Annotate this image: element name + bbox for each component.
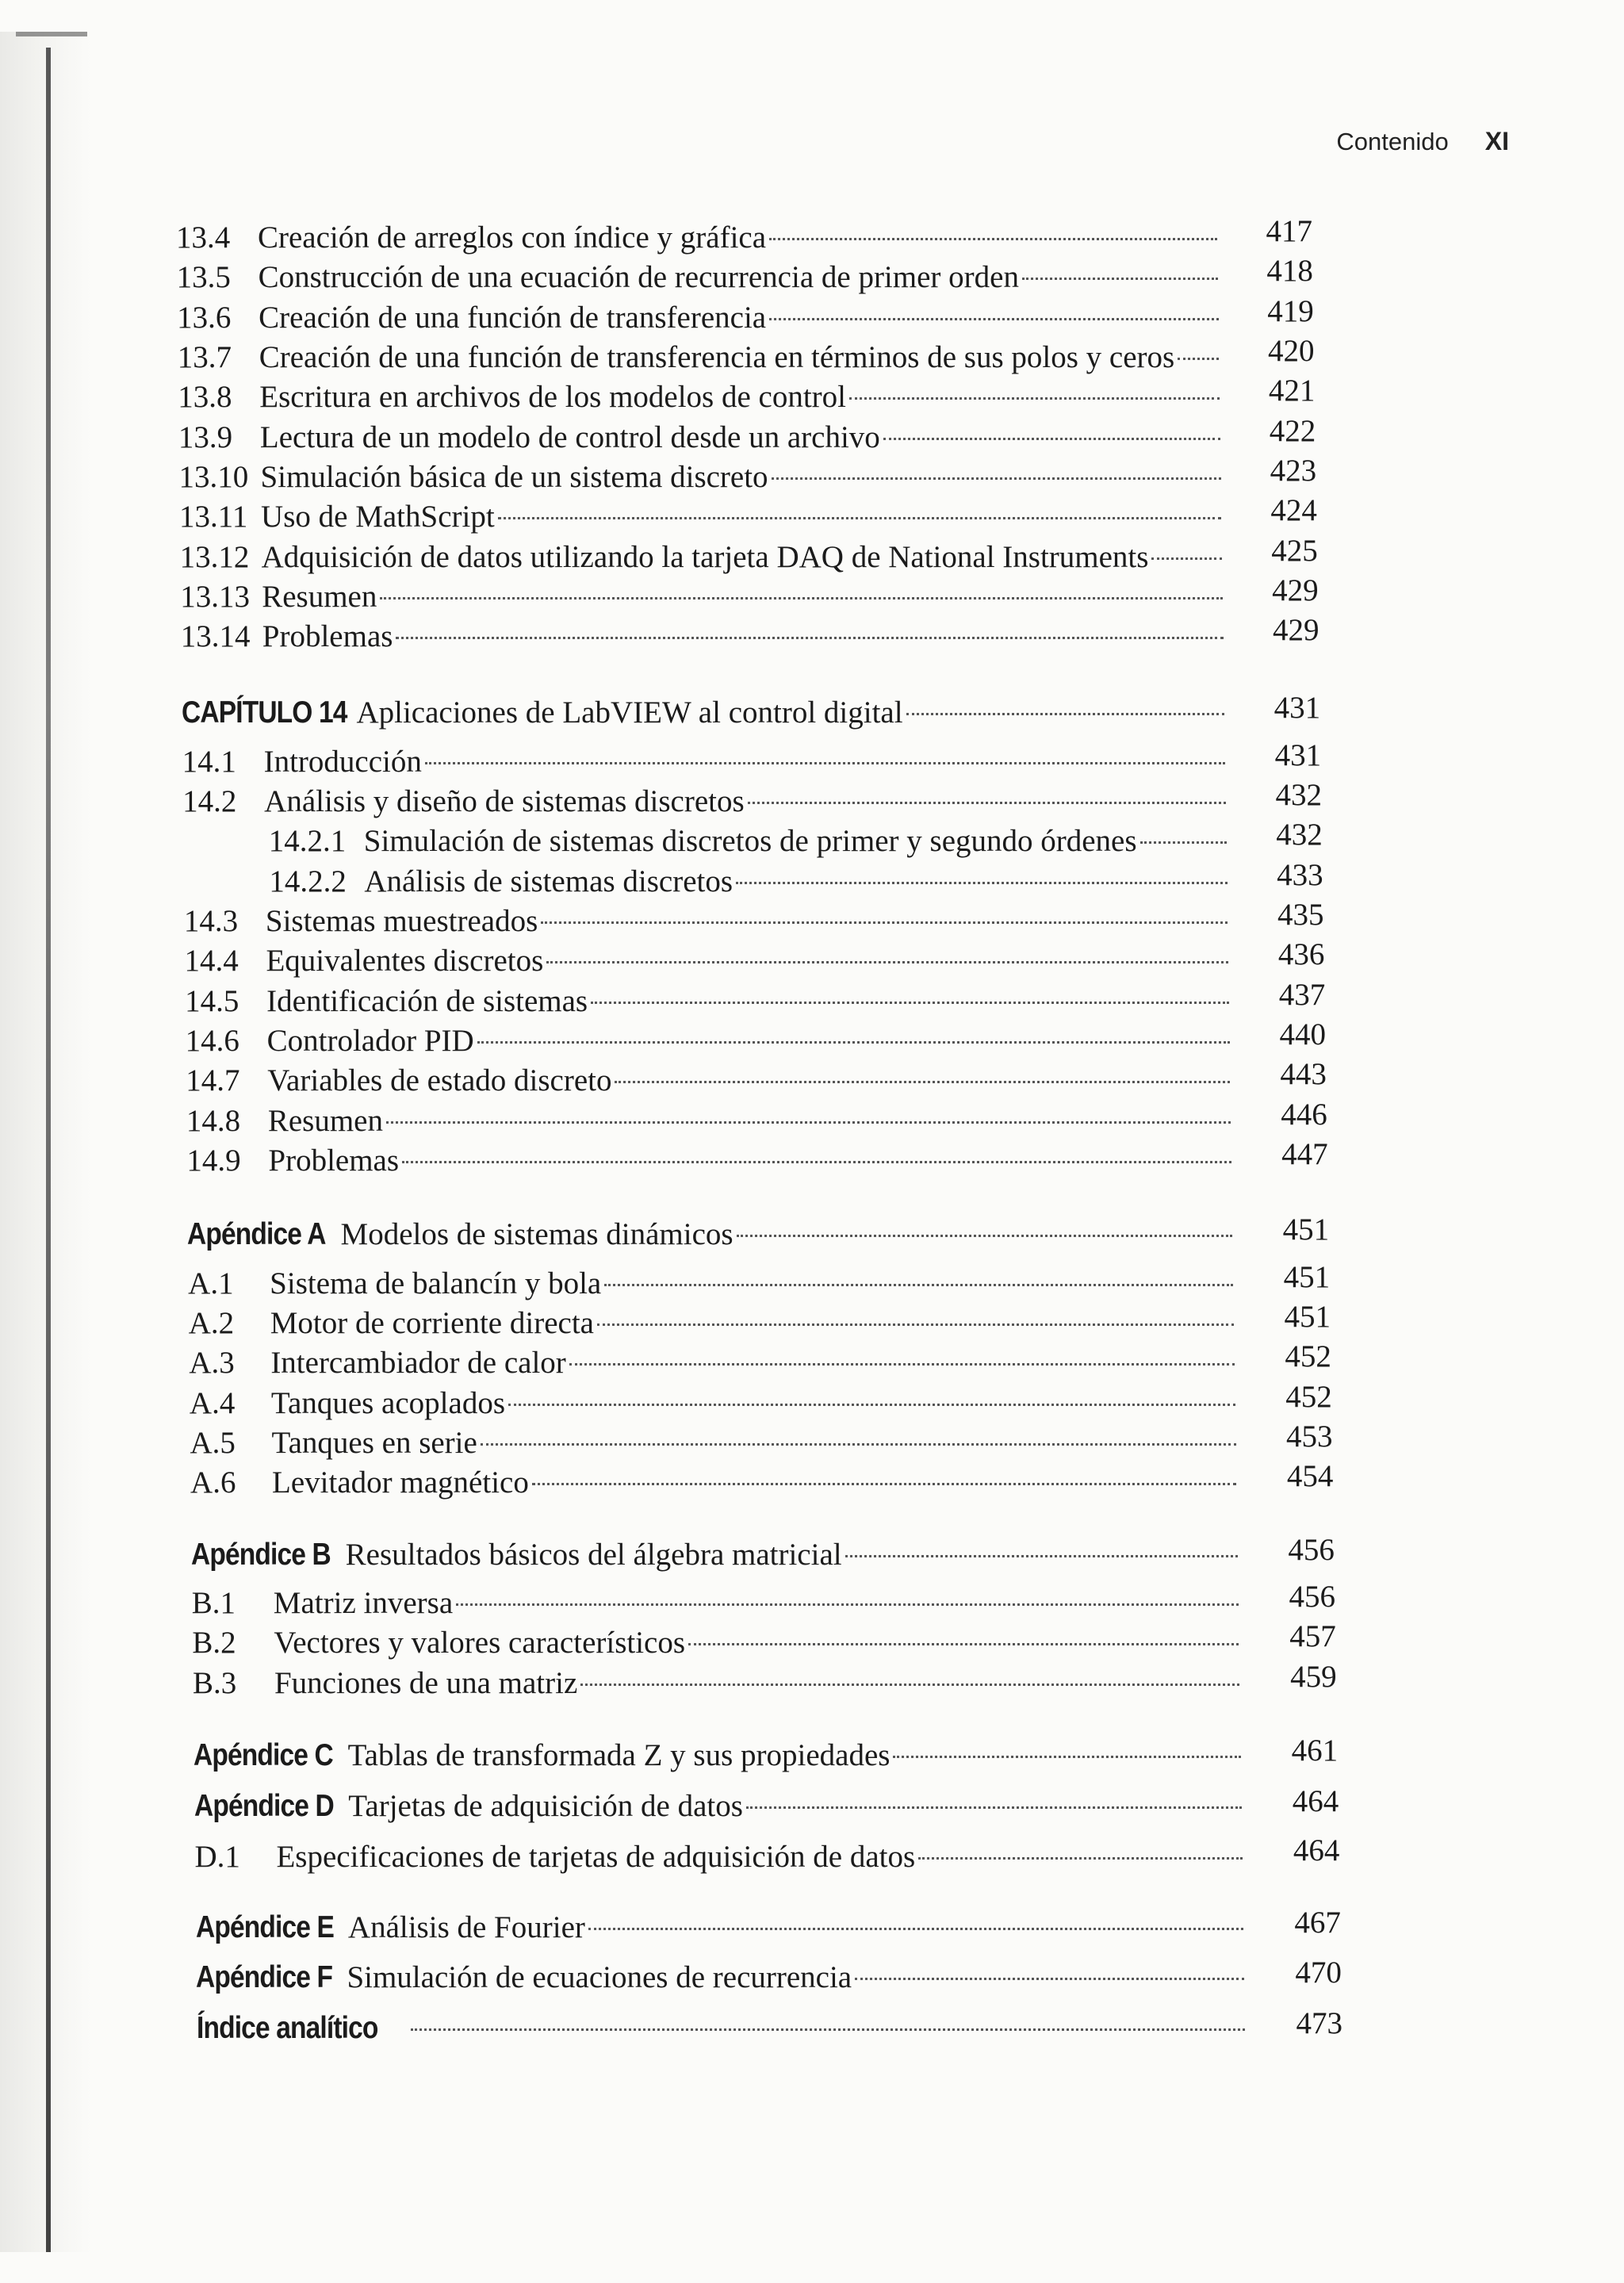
entry-page-number: 446 (1281, 1097, 1327, 1132)
toc-entry (186, 1022, 1238, 1060)
dot-leader (532, 1483, 1236, 1485)
toc-entry (190, 1424, 1243, 1462)
entry-title: Identificación de sistemas (266, 984, 588, 1018)
dot-leader (737, 1235, 1233, 1237)
dot-leader (546, 961, 1228, 963)
dot-leader (1022, 278, 1218, 280)
entry-page-number: 429 (1272, 573, 1319, 607)
entry-title: Vectores y valores característicos (274, 1626, 686, 1660)
entry-number: 13.6 (177, 301, 232, 335)
entry-number: 14.2.1 (268, 824, 347, 858)
entry-number: 13.7 (177, 340, 232, 374)
entry-page-number: 418 (1266, 254, 1313, 288)
entry-number: 13.13 (180, 580, 250, 614)
dot-leader (736, 882, 1228, 884)
dot-leader (1140, 841, 1227, 844)
entry-page-number: 432 (1275, 778, 1322, 812)
toc-entry (178, 339, 1228, 377)
entry-page-number: 443 (1280, 1057, 1327, 1091)
entry-title: Construcción de una ecuación de recurrencia de primer orden (258, 260, 1019, 294)
entry-number: 13.12 (179, 540, 250, 574)
entry-number: 13.11 (179, 500, 248, 534)
dot-leader (893, 1756, 1240, 1758)
heading-title: Aplicaciones de LabVIEW al control digital (356, 695, 903, 730)
toc-entry (177, 299, 1226, 337)
entry-page-number: 440 (1279, 1017, 1327, 1051)
entry-title: Tanques en serie (271, 1426, 477, 1460)
entry-title: Creación de una función de transferencia en términos de sus polos y ceros (259, 340, 1175, 374)
entry-page-number: 422 (1269, 414, 1316, 448)
dot-leader (918, 1857, 1242, 1860)
dot-leader (1178, 358, 1219, 360)
toc-heading (191, 1536, 1246, 1574)
dot-leader (688, 1643, 1239, 1645)
entry-number: A.5 (190, 1426, 236, 1460)
dot-leader (615, 1081, 1230, 1083)
toc-entry (194, 1838, 1250, 1876)
dot-leader (597, 1323, 1234, 1326)
entry-number: B.1 (191, 1586, 236, 1620)
dot-leader (906, 713, 1225, 715)
entry-number: 13.8 (178, 380, 232, 414)
dot-leader (386, 1121, 1231, 1124)
entry-title: Escritura en archivos de los modelos de control (259, 380, 847, 414)
entry-title: Problemas (268, 1143, 400, 1178)
dot-leader (845, 1555, 1238, 1557)
entry-page-number: 435 (1277, 898, 1324, 932)
toc-entry (269, 822, 1235, 860)
entry-title: Simulación básica de un sistema discreto (260, 460, 768, 494)
dot-leader (591, 1002, 1229, 1004)
entry-title: Resumen (267, 1104, 383, 1138)
entry-title: Problemas (262, 619, 393, 653)
heading-page-number: 431 (1274, 691, 1321, 725)
entry-number: D.1 (194, 1840, 240, 1874)
toc-entry (180, 538, 1231, 576)
entry-number: A.4 (189, 1386, 236, 1420)
entry-number: 14.1 (182, 745, 236, 779)
entry-page-number: 432 (1276, 818, 1323, 852)
heading-page-number: 451 (1282, 1212, 1330, 1247)
toc-heading (193, 1737, 1249, 1775)
heading-title: Resultados básicos del álgebra matricial (345, 1538, 842, 1572)
entry-title: Análisis y diseño de sistemas discretos (264, 784, 745, 818)
entry-page-number: 437 (1278, 978, 1326, 1012)
entry-title: Tanques acoplados (270, 1386, 505, 1420)
entry-page-number: 464 (1293, 1833, 1340, 1867)
toc-entry (186, 1102, 1239, 1140)
toc-entry (269, 863, 1235, 901)
dot-leader (456, 1603, 1239, 1606)
heading-title: Análisis de Fourier (347, 1910, 585, 1944)
entry-title: Controlador PID (266, 1024, 474, 1058)
entry-number: 13.14 (180, 619, 251, 653)
entry-title: Equivalentes discretos (266, 944, 544, 978)
dot-leader (425, 762, 1225, 764)
entry-page-number: 423 (1270, 454, 1317, 488)
entry-number: 14.2.2 (269, 864, 347, 898)
toc-heading (182, 694, 1232, 732)
dot-leader (396, 637, 1223, 639)
toc-entry (178, 378, 1228, 416)
toc-entry (184, 902, 1235, 940)
heading-label: Apéndice E (195, 1910, 334, 1944)
entry-page-number: 451 (1283, 1260, 1331, 1294)
toc-entry (186, 1142, 1239, 1180)
toc-entry (185, 983, 1237, 1021)
heading-label: Índice analítico (196, 2011, 378, 2045)
entry-page-number: 451 (1284, 1300, 1331, 1334)
dot-leader (746, 1806, 1242, 1809)
heading-page-number: 473 (1296, 2006, 1342, 2040)
dot-leader (604, 1284, 1233, 1286)
toc-entry (190, 1385, 1243, 1423)
entry-title: Especificaciones de tarjetas de adquisición de datos (276, 1840, 916, 1874)
entry-number: 13.5 (176, 260, 231, 294)
entry-title: Levitador magnético (272, 1465, 529, 1500)
toc-entry (186, 1062, 1238, 1100)
entry-title: Funciones de una matriz (274, 1666, 578, 1700)
toc-entry (189, 1304, 1242, 1343)
entry-number: A.2 (188, 1306, 235, 1340)
heading-title: Tablas de transformada Z y sus propiedades (347, 1738, 891, 1772)
toc-heading (187, 1216, 1240, 1254)
toc-heading (196, 1909, 1251, 1947)
entry-title: Creación de una función de transferencia (259, 301, 767, 335)
toc-entry (178, 419, 1228, 457)
entry-page-number: 425 (1271, 534, 1318, 568)
toc-entry (177, 259, 1226, 297)
heading-title: Modelos de sistemas dinámicos (340, 1217, 733, 1251)
entry-page-number: 459 (1290, 1660, 1337, 1694)
header-section: Contenido (1336, 128, 1449, 155)
heading-page-number: 461 (1291, 1733, 1339, 1768)
toc-entry (180, 578, 1231, 616)
heading-label: Apéndice A (187, 1217, 327, 1251)
dot-leader (748, 802, 1226, 804)
entry-page-number: 436 (1277, 937, 1325, 971)
heading-label: CAPÍTULO 14 (181, 695, 347, 730)
dot-leader (580, 1684, 1239, 1686)
toc-heading (196, 1959, 1252, 1997)
entry-number: A.6 (190, 1465, 236, 1500)
entry-page-number: 417 (1266, 214, 1312, 248)
entry-title: Motor de corriente directa (270, 1306, 594, 1340)
dot-leader (769, 238, 1217, 240)
dot-leader (772, 477, 1221, 480)
toc-entry (176, 219, 1225, 257)
toc-entry (184, 942, 1236, 980)
toc-heading (197, 2009, 1253, 2047)
entry-page-number: 453 (1286, 1419, 1333, 1454)
dot-leader (855, 1978, 1244, 1980)
dot-leader (588, 1928, 1243, 1930)
toc-entry (182, 743, 1234, 781)
entry-page-number: 447 (1281, 1137, 1328, 1171)
entry-number: 13.4 (176, 220, 231, 255)
dot-leader (883, 438, 1220, 440)
entry-number: 13.10 (178, 460, 249, 494)
entry-number: 13.9 (178, 420, 233, 454)
entry-page-number: 452 (1285, 1339, 1331, 1373)
heading-page-number: 470 (1295, 1955, 1342, 1990)
entry-page-number: 454 (1286, 1459, 1334, 1493)
entry-page-number: 421 (1268, 373, 1316, 408)
heading-page-number: 456 (1288, 1533, 1335, 1567)
toc-entry (189, 1344, 1243, 1382)
heading-page-number: 467 (1294, 1906, 1341, 1940)
header-page-number: XI (1484, 127, 1509, 155)
entry-page-number: 424 (1270, 493, 1317, 527)
entry-number: 14.9 (186, 1143, 241, 1178)
heading-label: Apéndice D (193, 1789, 334, 1823)
entry-title: Creación de arreglos con índice y gráfica (258, 220, 767, 255)
entry-page-number: 452 (1285, 1380, 1332, 1414)
dot-leader (1151, 557, 1222, 560)
toc-entry (178, 458, 1228, 496)
dot-leader (849, 397, 1220, 400)
entry-title: Uso de MathScript (261, 500, 495, 534)
entry-title: Intercambiador de calor (270, 1346, 566, 1380)
toc-entry (192, 1584, 1247, 1622)
dot-leader (498, 517, 1222, 519)
entry-number: B.3 (192, 1666, 237, 1700)
toc-heading (194, 1787, 1250, 1825)
entry-number: 14.5 (185, 984, 239, 1018)
dot-leader (569, 1363, 1235, 1366)
toc-entry (179, 498, 1229, 536)
entry-title: Sistemas muestreados (265, 904, 538, 938)
entry-page-number: 419 (1267, 294, 1314, 328)
entry-number: A.3 (189, 1346, 235, 1380)
entry-page-number: 457 (1289, 1619, 1336, 1653)
entry-page-number: 456 (1289, 1580, 1335, 1614)
entry-number: 14.6 (185, 1024, 239, 1058)
toc-entry (190, 1464, 1244, 1502)
entry-title: Simulación de sistemas discretos de primer y segundo órdenes (363, 824, 1137, 858)
entry-page-number: 431 (1274, 738, 1322, 772)
dot-leader (541, 921, 1228, 924)
heading-title: Simulación de ecuaciones de recurrencia (347, 1960, 852, 1994)
entry-page-number: 420 (1268, 334, 1315, 368)
toc-entry (182, 783, 1234, 821)
heading-label: Apéndice B (191, 1538, 331, 1572)
heading-label: Apéndice F (196, 1960, 333, 1994)
entry-number: 14.7 (186, 1063, 240, 1097)
dot-leader (481, 1443, 1236, 1446)
entry-page-number: 429 (1272, 613, 1320, 647)
entry-title: Análisis de sistemas discretos (364, 864, 733, 898)
entry-title: Resumen (262, 580, 377, 614)
entry-number: 14.4 (184, 944, 239, 978)
dot-leader (402, 1161, 1231, 1163)
toc-entry (188, 1265, 1241, 1303)
toc-entry (181, 618, 1231, 656)
toc-entry (192, 1624, 1247, 1662)
toc-entry (193, 1664, 1247, 1703)
entry-title: Variables de estado discreto (267, 1063, 612, 1097)
entry-number: 14.3 (183, 904, 239, 938)
entry-number: 14.2 (182, 784, 237, 818)
dot-leader (769, 318, 1218, 320)
entry-number: B.2 (192, 1626, 236, 1660)
dot-leader (411, 2028, 1245, 2031)
entry-number: 14.8 (186, 1104, 241, 1138)
heading-page-number: 464 (1292, 1784, 1339, 1818)
entry-title: Adquisición de datos utilizando la tarjeta DAQ de National Instruments (261, 540, 1149, 574)
dot-leader (477, 1041, 1230, 1044)
heading-label: Apéndice C (193, 1738, 333, 1772)
dot-leader (508, 1404, 1235, 1406)
entry-title: Introducción (263, 745, 422, 779)
entry-number: A.1 (188, 1266, 234, 1300)
heading-title: Tarjetas de adquisición de datos (348, 1789, 743, 1823)
dot-leader (380, 597, 1223, 599)
entry-title: Lectura de un modelo de control desde un archivo (259, 420, 880, 454)
entry-title: Sistema de balancín y bola (270, 1266, 602, 1300)
entry-title: Matriz inversa (273, 1586, 454, 1620)
entry-page-number: 433 (1277, 858, 1323, 892)
